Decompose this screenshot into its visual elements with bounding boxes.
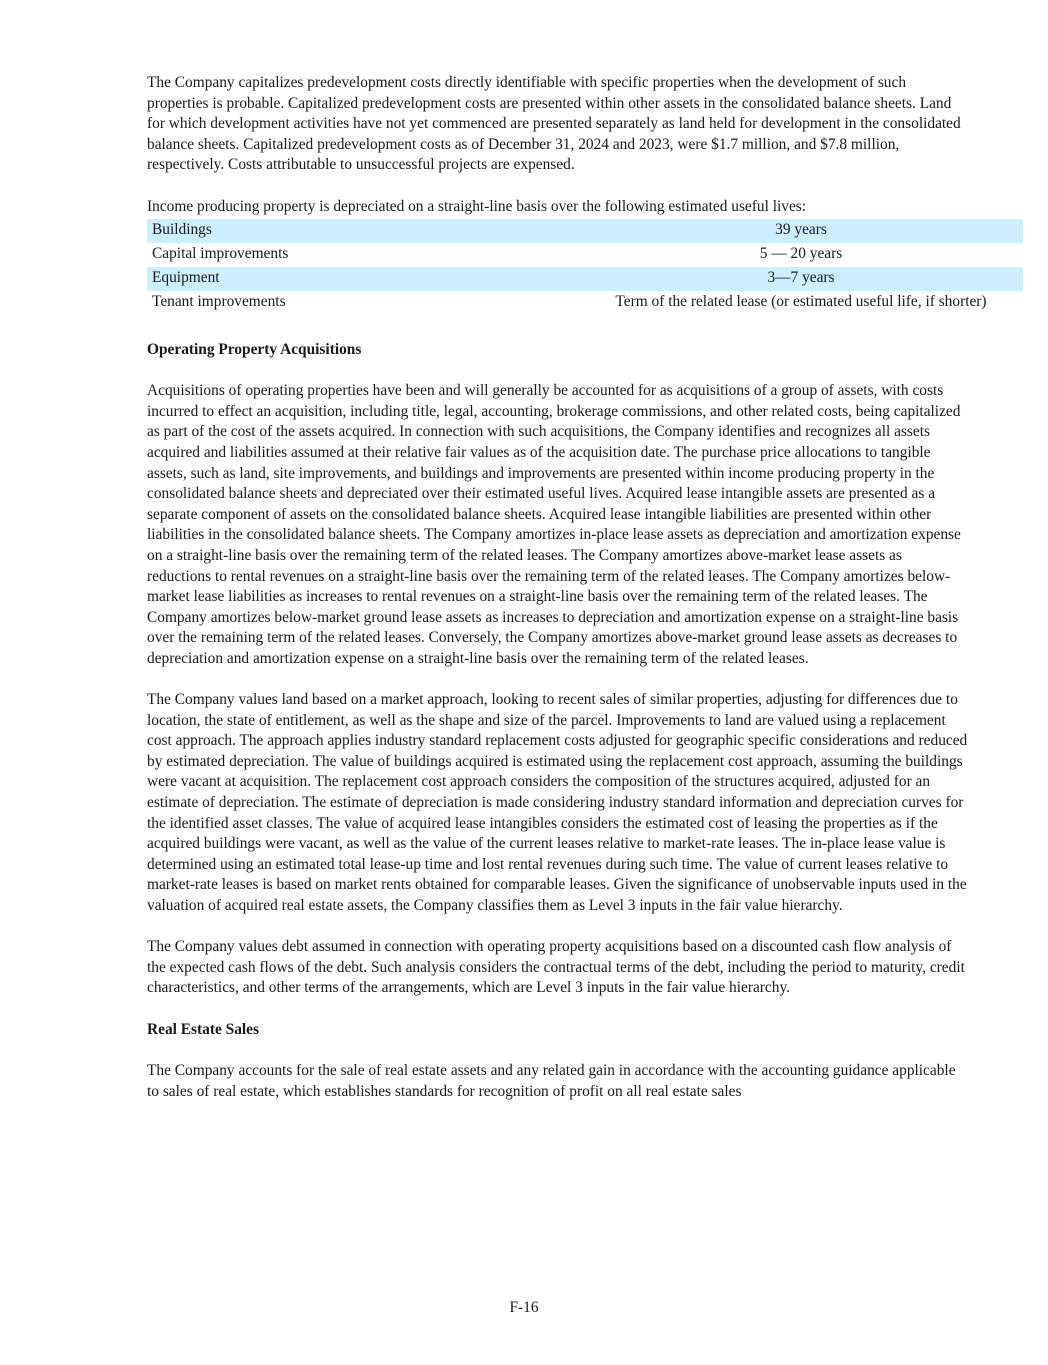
useful-lives-intro: Income producing property is depreciated on a straight-line basis over the following estimated useful lives:: [147, 197, 807, 215]
asset-cell: Tenant improvements: [152, 293, 286, 311]
sales-heading: Real Estate Sales: [147, 1020, 259, 1038]
table-row: [147, 291, 1023, 315]
life-cell: 3—7 years: [586, 267, 1023, 291]
life-cell: 39 years: [586, 219, 1023, 243]
table-row: [147, 219, 1023, 243]
table-row: [147, 267, 1023, 291]
sales-paragraph: The Company accounts for the sale of real estate assets and any related gain in accordance with the accounting guidance applicable to sales of real estate, which establishes standards for recognition of profit on all real estate sales: [147, 1062, 956, 1100]
page-number: F-16: [509, 1299, 539, 1316]
useful-lives-table: [147, 219, 1023, 315]
asset-cell: Buildings: [147, 219, 586, 243]
page-content: [147, 73, 1023, 1102]
acquisitions-paragraph: Acquisitions of operating properties have been and will generally be accounted for as acquisitions of a group of assets, with costs incurred to effect an acquisition, including title, legal, accounting, brokerage commissions, and other related costs, being capitalized as part of the cost of the assets acquired. In connection with such acquisitions, the Company identifies and recognizes all assets acquired and liabilities assumed at their relative fair values as of the acquisition date. The purchase price allocations to tangible assets, such as land, site improvements, and buildings and improvements are presented within income producing property in the consolidated balance sheets and depreciated over their estimated useful lives. Acquired lease intangible assets are presented as a separate component of assets on the consolidated balance sheets. Acquired lease intangible liabilities are presented within other liabilities in the consolidated balance sheets. The Company amortizes in-place lease assets as depreciation and amortization expense on a straight-line basis over the remaining term of the related leases. The Company amortizes above-market lease assets as reductions to rental revenues on a straight-line basis over the remaining term of the related leases. The Company amortizes below-market lease liabilities as increases to rental revenues on a straight-line basis over the remaining term of the related leases. The Company amortizes below-market ground lease assets as increases to depreciation and amortization expense on a straight-line basis over the remaining term of the related leases. Conversely, the Company amortizes above-market ground lease assets as decreases to depreciation and amortization expense on a straight-line basis over the remaining term of the related leases.: [147, 382, 961, 667]
acquisitions-heading: Operating Property Acquisitions: [147, 340, 362, 358]
table-row: [147, 243, 1023, 267]
asset-cell: Equipment: [147, 267, 586, 291]
asset-cell: Capital improvements: [152, 245, 289, 263]
life-cell: Term of the related lease (or estimated useful life, if shorter): [615, 293, 987, 311]
land-valuation-paragraph: The Company values land based on a market approach, looking to recent sales of similar properties, adjusting for differences due to location, the state of entitlement, as well as the shape and size of the parcel. Improvements to land are valued using a replacement cost approach. The approach applies industry standard replacement costs adjusted for geographic specific considerations and reduced by estimated depreciation. The value of buildings acquired is estimated using the replacement cost approach, assuming the buildings were vacant at acquisition. The replacement cost approach considers the composition of the structures acquired, adjusted for an estimate of depreciation. The estimate of depreciation is made considering industry standard information and depreciation curves for the identified asset classes. The value of acquired lease intangibles considers the estimated cost of leasing the properties as if the acquired buildings were vacant, as well as the value of the current leases relative to market-rate leases. The in-place lease value is determined using an estimated total lease-up time and lost rental revenues during such time. The value of current leases relative to market-rate leases is based on market rents obtained for comparable leases. Given the significance of unobservable inputs used in the valuation of acquired real estate assets, the Company classifies them as Level 3 inputs in the fair value hierarchy.: [147, 691, 968, 914]
debt-valuation-paragraph: The Company values debt assumed in connection with operating property acquisitions based on a discounted cash flow analysis of the expected cash flows of the debt. Such analysis considers the contractual terms of the debt, including the period to maturity, credit characteristics, and other terms of the arrangements, which are Level 3 inputs in the fair value hierarchy.: [147, 938, 965, 997]
predevelopment-paragraph: The Company capitalizes predevelopment costs directly identifiable with specific properties when the development of such properties is probable. Capitalized predevelopment costs are presented within other assets in the consolidated balance sheets. Land for which development activities have not yet commenced are presented separately as land held for development in the consolidated balance sheets. Capitalized predevelopment costs as of December 31, 2024 and 2023, were $1.7 million, and $7.8 million, respectively. Costs attributable to unsuccessful projects are expensed.: [147, 74, 961, 174]
life-cell: 5 — 20 years: [759, 245, 843, 263]
